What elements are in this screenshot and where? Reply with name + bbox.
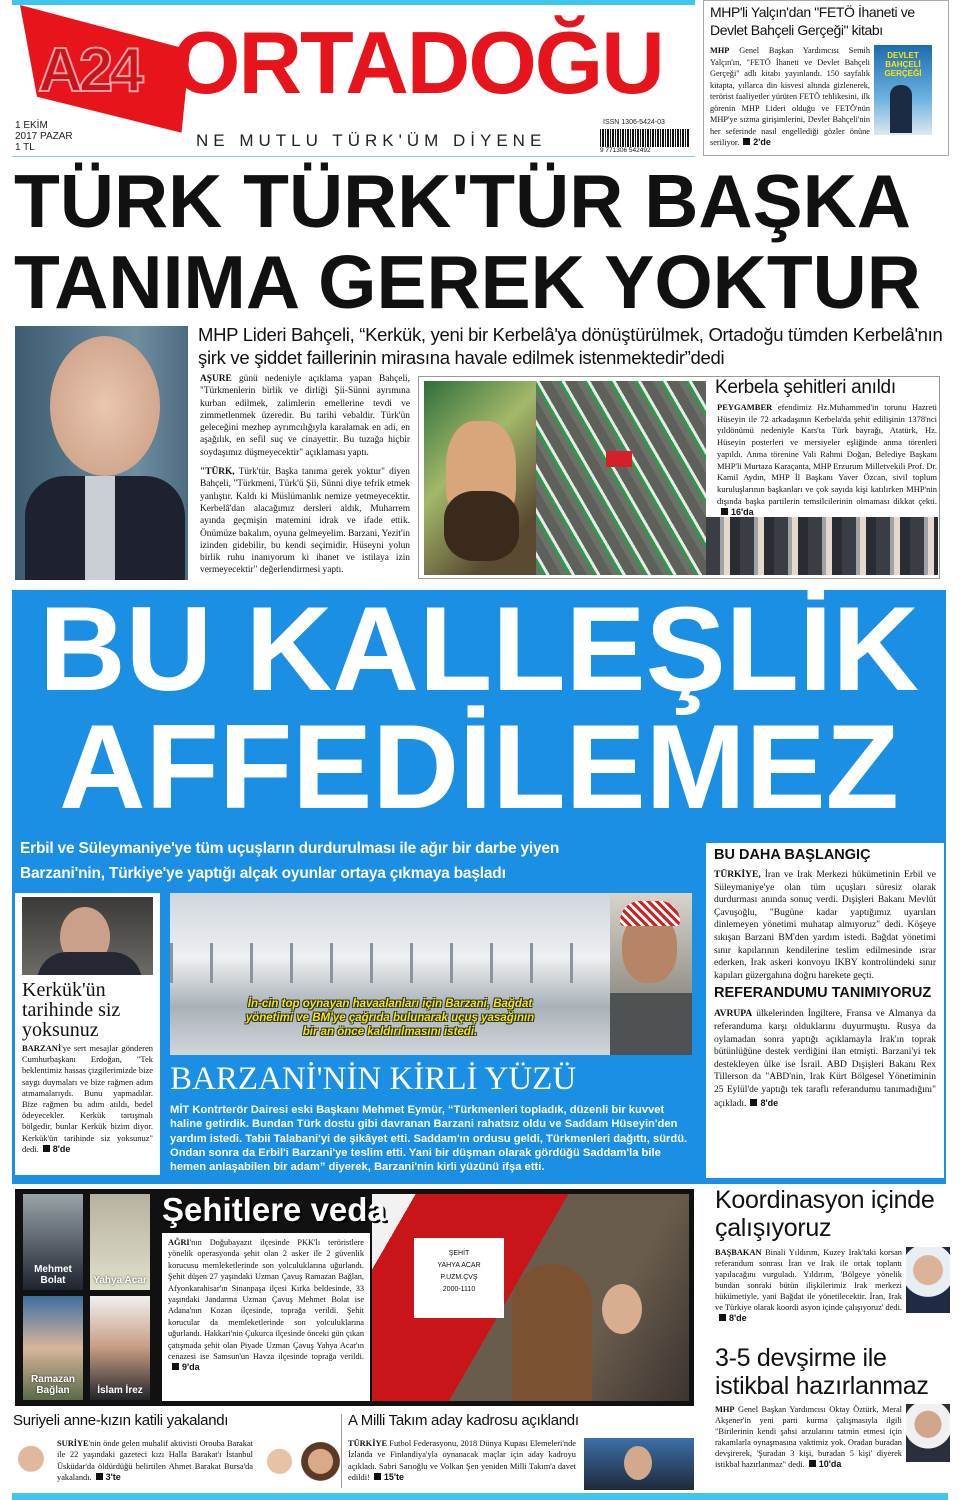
martyr-name: Yahya Acar bbox=[93, 1275, 147, 1286]
side-text-1 bbox=[714, 869, 936, 982]
blue-section bbox=[12, 582, 946, 1184]
sign-line: ŞEHİT bbox=[448, 1250, 470, 1257]
masthead bbox=[0, 5, 700, 157]
lead-word: AĞRI bbox=[168, 1238, 190, 1247]
date-year: 2017 PAZAR bbox=[15, 131, 73, 142]
blue-subhead bbox=[20, 836, 696, 886]
barcode bbox=[600, 129, 690, 147]
lead-word: BARZANİ bbox=[22, 1043, 62, 1053]
martyrs-title: Şehitlere veda bbox=[162, 1191, 386, 1228]
top-story-text bbox=[710, 45, 870, 149]
page-ref[interactable]: 8'de bbox=[746, 1098, 778, 1108]
suspect-photo bbox=[13, 1438, 49, 1490]
book-author-photo bbox=[890, 85, 912, 133]
milli-article bbox=[348, 1410, 698, 1492]
martyr-name: İslam İrez bbox=[97, 1385, 143, 1396]
main-headline bbox=[14, 160, 950, 322]
subhead-line-1: Erbil ve Süleymaniye'ye tüm uçuşların durdurulması ile ağır bir darbe yiyen bbox=[20, 840, 560, 857]
martyr-photo-1 bbox=[23, 1194, 83, 1290]
newspaper-title: ORTADOĞU bbox=[172, 13, 663, 112]
paragraph bbox=[200, 373, 410, 459]
lead-word: "TÜRK, bbox=[200, 467, 235, 478]
funeral-photo bbox=[372, 1194, 689, 1401]
martyr-photo-3 bbox=[23, 1296, 83, 1400]
body-text: İran ve Irak Merkezi hükümetinin Erbil ve Süleymaniye'ye olan tüm uçuşları süresiz olarak durdurması anında sonuç verdi. Dışişleri Bakanı Mevlüt Çavuşoğlu, "Bugüne kadar yaptığımız uyarıları dinlemeyen yönetimi muhatap almıyoruz" dedi. Köşeye sıkışan Barzani BM'den yardım istedi. Bağdat yönetimi sınır kapılarının kendilerine teslim edilmesinde ısrar ederken, Irak askeri konvoyu IKBY kontrolündeki sınır kapıları güzergahına doğru harekete geçti. bbox=[714, 870, 936, 981]
kerbela-text bbox=[717, 402, 937, 519]
side-text-2 bbox=[714, 1008, 936, 1110]
lead-word: AŞURE bbox=[200, 374, 232, 384]
body-text: Genel Başkan Yardımcısı Oktay Öztürk, Meral Akşener'in yeni parti kurma çalışmasıyla ilgili "Birilerinin kendi şahsi arzularını tatmin etmesi için rakamlarla oynaşmasına vaktimiz yok. Oradan buradan devşirerek, 'Şuradan 3 kişi, buradan 5 kişi' diyerek istikbal hazırlanmaz" dedi. bbox=[715, 1405, 902, 1469]
kerbela-box bbox=[418, 376, 940, 579]
headline-line-2: TANIMA GEREK YOKTUR bbox=[14, 240, 921, 324]
top-story-box bbox=[703, 0, 949, 156]
kerkuk-text bbox=[22, 1043, 153, 1155]
body-text: Binali Yıldırım, Kuzey Irak'taki korsan referandum sonrası İran ve Irak ile ortak toplantı yapılacağını vurguladı. Yıldırım, 'Bölgeye yönelik bundan sonraki bütün ilişkilerimiz Irak merkezi hükümetiyle, yani Bağdat ile yönetilecektir. İran, Irak ve Türkiye olarak koordi asyon içinde çalışıyoruz' dedi. bbox=[715, 1248, 902, 1312]
page-ref[interactable]: 9'da bbox=[168, 1362, 200, 1372]
column-divider bbox=[341, 1414, 342, 1488]
body-text: Genel Başkan Yardımcısı Semih Yalçın'ın, "FETÖ İhaneti ve Devlet Bahçeli Gerçeği" adlı kitabı yayınlandı. 150 sayfalık kitapta, yıllarca din kisvesi altında gizlenerek, terörist faaliyetler yürüten FETÖ tehlikesini, ilk görenin MHP Lideri olduğu ve FETÖ'nün MHP'ye sızma girişimlerini, Devlet Bahçeli'nin her seferinde nasıl engellediği gözler önüne seriliyor. bbox=[710, 46, 870, 147]
side-heading-1: BU DAHA BAŞLANGIÇ bbox=[714, 847, 871, 863]
barzani-title: BARZANİ'NİN KİRLİ YÜZÜ bbox=[170, 1061, 577, 1097]
book-title: DEVLET BAHÇELİ GERÇEĞİ bbox=[884, 51, 922, 78]
issue-date bbox=[15, 120, 73, 153]
side-box bbox=[706, 843, 944, 1178]
blue-headline-2: AFFEDİLEMEZ bbox=[59, 700, 899, 834]
hussein-poster-photo bbox=[424, 381, 536, 575]
procession-photo bbox=[536, 381, 706, 575]
martyr-photo-2 bbox=[90, 1194, 150, 1290]
subhead-line-2: Barzani'nin, Türkiye'ye yaptığı alçak oyunlar ortaya çıkmaya başladı bbox=[20, 865, 506, 882]
barzani-text: MİT Kontrterör Dairesi eski Başkanı Mehmet Eymür, “Türkmenleri topladık, düzenli bir kuvvet haline getirdik. Bundan Türk dostu gibi davranan Barzani rahatsız oldu ve Saddam Hüseyin'den yardım istedi. Tabii Talabani'yi de şikâyet etti. Saddam'ın ordusu geldi, Türkmenleri dağıttı, sürdü. Ondan sonra da Erbil'i Barzani'ye teslim etti. Yani bir düşman olarak gördüğü Saddam'la bile hemen anlaşabilen bir adam” diyerek, Barzani'nin kirli yüzünü ifşa etti. bbox=[170, 1104, 688, 1174]
lead-word: SURİYE bbox=[57, 1439, 89, 1448]
suriyeli-text bbox=[57, 1438, 253, 1483]
masthead-rule bbox=[12, 156, 695, 157]
watermark-logo: A24 bbox=[38, 36, 140, 105]
page-ref[interactable]: 10'da bbox=[805, 1459, 842, 1469]
martyr-photo-4 bbox=[90, 1296, 150, 1400]
issn: ISSN 1306-5424-03 bbox=[603, 119, 665, 126]
kerbela-title: Kerbela şehitleri anıldı bbox=[715, 377, 896, 398]
body-text: 'nın Doğubayazıt ilçesinde PKK'lı teröristlere yönelik operasyonda şehit olan 2 asker ile 2 güvenlik korucusu memleketlerinde son yolculuklarına uğurlandı. Şehit düşen 27 yaşındaki Uzman Çavuş Ramazan Bağlan, Afyonkarahisar'ın Sinanpaşa ilçesi Kırka beldesinde, 33 yaşındaki Jandarma Uzman Çavuş Mehmet Bolat ise Adana'nın Kozan ilçesinde, toprağa verildi. Şehit korucular da memleketlerinde son yolculuklarına uğurlandı. Hakkari'nin Çukurca ilçesinde önceki gün çıkan çatışmada şehit olan Piyade Uzman Çavuş Yahya Acar'ın cenazesi ise Samsun'un Havza ilçesinde toprağa verildi. bbox=[168, 1238, 364, 1362]
erdogan-photo bbox=[22, 897, 153, 975]
sign-line: YAHYA ACAR bbox=[437, 1262, 481, 1269]
barcode-number: 9 771306 542492 bbox=[600, 147, 651, 154]
kerkuk-box bbox=[15, 893, 160, 1175]
top-story-headline: MHP'li Yalçın'dan "FETÖ İhaneti ve Devlet Bahçeli Gerçeği" kitabı bbox=[710, 4, 915, 38]
martyrs-box bbox=[15, 1189, 694, 1406]
date-day: 1 EKİM bbox=[15, 120, 48, 131]
slogan: NE MUTLU TÜRK'ÜM DİYENE bbox=[196, 131, 547, 150]
body-text: efendimiz Hz.Muhammed'in torunu Hazreti Hüseyin ile 72 arkadaşının Kerbela'da şehit edilişinin 1378'nci yıldönümü nedeniyle Kars'ta Türk bayrağı, Atatürk, Hz. Hüseyin posterleri ve mersiyeler eşliğinde anma törenleri yapıldı. Anma törenine Vali Rahmi Doğan, Belediye Başkanı MHP'li Murtaza Karaçanta, MHP Erzurum Milletvekili Prof. Dr. Kamil Aydın, MHP İl Başkanı Yaver Özcan, sivil toplum kuruluşlarının başkanları ve çok sayıda kişi katılırken MHP'nin dışında başka partilerin temsilcilerinin olmaması dikkat çekti. bbox=[717, 402, 937, 506]
crowd-photo bbox=[706, 517, 938, 575]
book-cover bbox=[874, 45, 932, 135]
martyr-name: Mehmet Bolat bbox=[34, 1264, 72, 1286]
coach-photo bbox=[584, 1438, 694, 1490]
kerkuk-title: Kerkük'ün tarihinde siz yoksunuz bbox=[22, 979, 121, 1041]
koordinasyon-article bbox=[715, 1186, 950, 1324]
yildirim-photo bbox=[906, 1247, 950, 1313]
paragraph bbox=[200, 466, 410, 577]
suriyeli-article bbox=[13, 1410, 341, 1492]
body-text: 'ye sert mesajlar gönderen Cumhurbaşkanı Erdoğan, "Tek beklentimiz hassas çizgilerimizde bize saygı duymaları ve bize rağmen adım atmamalarıydı. Bunu yapmadılar. Bize rağmen bu adım atıldı, bedel ödeyecekler. Kerkük tartışmalı bölgedir, bunlar Kerkük bizim diyor. Kerkük'ün tarihinde siz yoksunuz" dedi. bbox=[22, 1043, 153, 1154]
koordinasyon-title: Koordinasyon içinde çalışıyoruz bbox=[715, 1186, 935, 1242]
photo-caption: İn-cin top oynayan havaalanları için Barzani, Bağdat yönetimi ve BM'ye çağrıda bulunarak uçuş yasağının bir an önce kaldırılmasını istedi. bbox=[245, 998, 535, 1038]
page-ref[interactable]: 15'te bbox=[370, 1472, 404, 1482]
lead-word: TÜRKİYE bbox=[348, 1439, 388, 1448]
devsirme-title: 3-5 devşirme ile istikbal hazırlanmaz bbox=[715, 1344, 929, 1400]
body-text: günü nedeniyle açıklama yapan Bahçeli, "Türkmenlerin birlik ve dirliği Şii-Sünni ayrımına kurban edilmek, zalimlerin emellerine tevdi ve zimmetlenmek üzeredir. Bu tarihi vebaldir. Türk'ün geleceğini mezhep ayrımcılığıyla karalamak en adi, en aşağılık, en sefil suç ve cinayettir. Bu tuzağa hiçbir soydaşımız düşmeyecektir" açıklaması yaptı. bbox=[200, 374, 410, 458]
barzani-photo bbox=[610, 893, 692, 1055]
body-text: ülkelerinden İngiltere, Fransa ve Almanya da referanduma karşı olduklarını duyurmuştu. Rusya da oylamadan sonra yaptığı açıklamayla Irak'ın toprak bütünlüğüne destek verdiğini ilan etmişti. Barzani'yi tek destekleyen ülke ise İsrail. ABD Dışişleri Bakanı Rex Tillerson da "ABD'nin, Irak Kürt Bölgesel Yönetiminin 25 Eylül'de yaptığı tek taraflı referandumu tanımadığını" açıkladı. bbox=[714, 1009, 936, 1109]
headline-line-1: TÜRK TÜRK'TÜR BAŞKA bbox=[14, 159, 911, 243]
lead-word: AVRUPA bbox=[714, 1009, 753, 1020]
ozturk-photo bbox=[906, 1404, 950, 1462]
devsirme-article bbox=[715, 1344, 950, 1470]
martyr-name: Ramazan Bağlan bbox=[31, 1374, 75, 1396]
price: 1 TL bbox=[15, 142, 35, 153]
milli-text bbox=[348, 1438, 576, 1483]
body-text: 'nin önde gelen muhalif aktivisti Orouba Barakat ile 22 yaşındaki gazeteci kızı Halla Barakat'ı İstanbul Üsküdar'da öldürdüğü belirtilen Ahmet Barakat Bursa'da yakalandı. bbox=[57, 1439, 253, 1482]
milli-title: A Milli Takım aday kadrosu açıklandı bbox=[348, 1412, 579, 1429]
suriyeli-title: Suriyeli anne-kızın katili yakalandı bbox=[13, 1412, 229, 1429]
lead-word: PEYGAMBER bbox=[717, 402, 773, 412]
martyrs-text bbox=[168, 1237, 364, 1374]
page-ref[interactable]: 8'de bbox=[715, 1313, 747, 1323]
martyrs-text-panel bbox=[162, 1233, 370, 1401]
sign-line: 2000-1110 bbox=[442, 1286, 476, 1293]
airport-photo bbox=[170, 893, 692, 1055]
bahceli-photo bbox=[15, 326, 188, 580]
blue-headline-1: BU KALLEŞLİK bbox=[39, 582, 919, 716]
page-ref[interactable]: 2'de bbox=[739, 137, 771, 147]
lead-word: MHP bbox=[715, 1405, 735, 1414]
page-ref[interactable]: 16'da bbox=[717, 507, 754, 517]
main-subhead: MHP Lideri Bahçeli, “Kerkük, yeni bir Kerbelâ'ya dönüştürülmek, Ortadoğu tümden Kerbelâ'nın şirk ve şiddet faillerinin mirasına havale edilmek istenmektedir”dedi bbox=[198, 324, 943, 368]
side-heading-2: REFERANDUMU TANIMIYORUZ bbox=[714, 985, 932, 1002]
sign-line: P.UZM.ÇVŞ bbox=[440, 1274, 478, 1281]
footer-strip bbox=[12, 1493, 948, 1500]
victims-photo bbox=[259, 1438, 341, 1490]
body-text: Futbol Federasyonu, 2018 Dünya Kupası Elemeleri'nde İzlanda ve Finlandiya'yla oynanacak maçlar için aday kadroyu açıkladı. Sabri Sarıoğlu ve Volkan Şen yeniden Milli Takım'a davet edildi! bbox=[348, 1439, 576, 1482]
lead-word: MHP bbox=[710, 46, 730, 55]
body-text: Türk'tür. Başka tanıma gerek yoktur" diyen Bahçeli, "Türkmeni, Türk'ü Şii, Sünni diye tefrik etmek yanlıştır. Kaldı ki Müslümanlık nemize yetmeyecektir. Kerbelâ'dan alacağımız dersleri aldık, Muharrem ayında geçmişin matemini idrak ve ifade ettik. Önümüze bakalım, oyuna gelmeyelim. Barzani, Yezit'in izinden gidebilir, bu kendi seçimidir. Hüseyni yolun birlik ruhu inanıyorum ki ihanet ve istilaya izin vermeyecektir" değerlendirmesi yaptı. bbox=[200, 467, 410, 576]
page-ref[interactable]: 3'te bbox=[92, 1472, 121, 1482]
lead-word: BAŞBAKAN bbox=[715, 1248, 762, 1257]
coffin-sign bbox=[414, 1238, 504, 1318]
lead-word: TÜRKİYE, bbox=[714, 870, 761, 880]
page-ref[interactable]: 8'de bbox=[39, 1144, 71, 1154]
main-article bbox=[200, 373, 410, 577]
